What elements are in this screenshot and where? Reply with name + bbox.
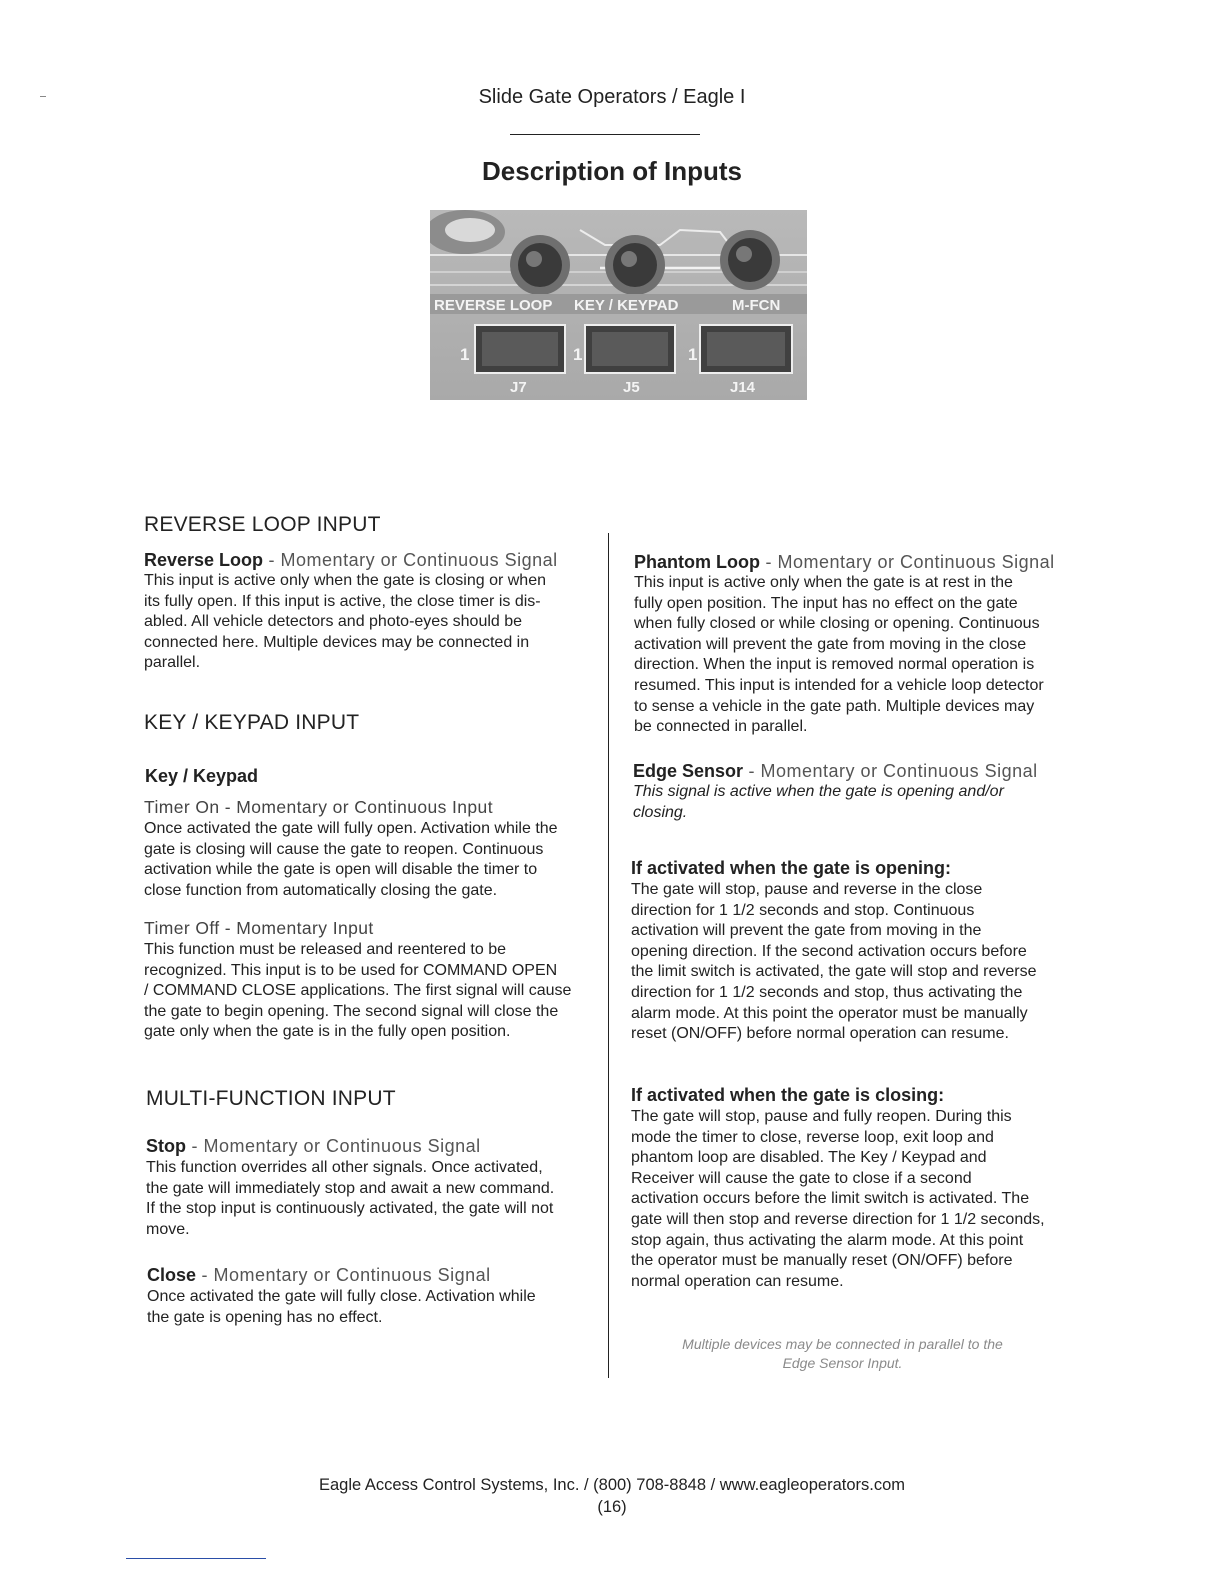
pin-1-label: 1 [573, 345, 583, 364]
board-label-reverse-loop: REVERSE LOOP [434, 297, 553, 314]
button-1 [510, 235, 570, 295]
close-mode: - Momentary or Continuous Signal [196, 1265, 491, 1285]
text-line: closing. [633, 803, 688, 821]
text-line: to sense a vehicle in the gate path. Multiple devices may [634, 697, 1035, 715]
timer-on-description [144, 819, 604, 901]
text-line: alarm mode. At this point the operator must be manually [631, 1004, 1028, 1022]
text-line: the gate will immediately stop and await a new command. [146, 1179, 555, 1197]
text-line: recognized. This input is to be used for COMMAND OPEN [144, 961, 558, 979]
board-label-mfcn: M-FCN [732, 297, 781, 314]
text-line: abled. All vehicle detectors and photo-eyes should be [144, 613, 523, 631]
connector-j7 [475, 325, 565, 373]
text-line: direction for 1 1/2 seconds and stop, thus activating the [631, 983, 1023, 1001]
text-line: Receiver will cause the gate to close if a second [631, 1169, 972, 1187]
opening-description [631, 880, 1086, 1045]
edge-sensor-mode: - Momentary or Continuous Signal [743, 761, 1038, 781]
text-line: This function overrides all other signals. Once activated, [146, 1159, 543, 1176]
pin-1-label: 1 [460, 345, 470, 364]
text-line: gate is closing will cause the gate to reopen. Continuous [144, 840, 544, 858]
circuit-board-photo [430, 210, 807, 400]
phantom-loop-mode: - Momentary or Continuous Signal [759, 552, 1055, 572]
edge-sensor-description [633, 782, 1083, 823]
multi-function-heading: MULTI-FUNCTION INPUT [146, 1087, 396, 1110]
header-title: Slide Gate Operators / Eagle I [478, 86, 746, 108]
header-divider [510, 134, 700, 135]
button-3 [720, 230, 780, 290]
text-line: opening direction. If the second activation occurs before [631, 942, 1027, 960]
text-line: Once activated the gate will fully close. Activation while [147, 1288, 536, 1305]
reverse-loop-subheading [144, 550, 558, 571]
text-line: direction for 1 1/2 seconds and stop. Continuous [631, 901, 975, 919]
text-line: Edge Sensor Input. [782, 1355, 903, 1371]
connector-label-j7: J7 [510, 379, 527, 396]
footer-company: Eagle Access Control Systems, Inc. / (800) 708-8848 / www.eagleoperators.com [318, 1476, 906, 1494]
page-title: Description of Inputs [482, 156, 742, 186]
text-line: Multiple devices may be connected in parallel to the [682, 1336, 1003, 1352]
phantom-loop-subheading [634, 552, 1055, 573]
scan-mark [40, 96, 46, 97]
text-line: parallel. [144, 654, 201, 672]
key-keypad-subheading: Key / Keypad [145, 766, 259, 786]
closing-subheading: If activated when the gate is closing: [631, 1085, 945, 1105]
closing-description [631, 1107, 1091, 1292]
text-line: the limit switch is activated, the gate will stop and reverse [631, 963, 1037, 981]
connector-label-j5: J5 [623, 379, 640, 396]
close-name: Close [147, 1265, 197, 1285]
text-line: gate only when the gate is in the fully open position. [144, 1023, 511, 1041]
text-line: phantom loop are disabled. The Key / Keypad and [631, 1149, 987, 1167]
text-line: the gate to begin opening. The second signal will close the [144, 1002, 559, 1020]
text-line: the gate is opening has no effect. [147, 1308, 383, 1326]
text-line: activation will prevent the gate from moving in the [631, 922, 982, 940]
stop-name: Stop [146, 1136, 186, 1156]
text-line: This input is active only when the gate is at rest in the [634, 574, 1013, 591]
text-line: connected here. Multiple devices may be connected in [144, 633, 530, 651]
connector-j14 [700, 325, 792, 373]
reverse-loop-heading: REVERSE LOOP INPUT [144, 513, 381, 536]
stop-subheading [146, 1136, 481, 1157]
text-line: gate will then stop and reverse direction for 1 1/2 seconds, [631, 1210, 1045, 1228]
text-line: stop again, thus activating the alarm mode. At this point [631, 1231, 1024, 1249]
text-line: activation while the gate is open will disable the timer to [144, 861, 538, 879]
text-line: the operator must be manually reset (ON/OFF) before [631, 1252, 1013, 1270]
board-label-key-keypad: KEY / KEYPAD [574, 297, 679, 314]
text-line: activation occurs before the limit switch is activated. The [631, 1190, 1030, 1208]
text-line: be connected in parallel. [634, 718, 808, 736]
edge-sensor-subheading [633, 761, 1038, 782]
text-line: resumed. This input is intended for a vehicle loop detector [634, 676, 1044, 694]
text-line: / COMMAND CLOSE applications. The first signal will cause [144, 982, 572, 1000]
text-line: Once activated the gate will fully open. Activation while the [144, 820, 558, 837]
text-line: fully open position. The input has no effect on the gate [634, 594, 1018, 612]
pin-1-label: 1 [688, 345, 698, 364]
key-keypad-heading: KEY / KEYPAD INPUT [144, 711, 360, 734]
text-line: This input is active only when the gate is closing or when [144, 572, 546, 589]
text-line: If the stop input is continuously activated, the gate will not [146, 1200, 554, 1218]
text-line: when fully closed or while closing or opening. Continuous [634, 615, 1040, 633]
text-line: The gate will stop, pause and fully reopen. During this [631, 1108, 1012, 1125]
connector-label-j14: J14 [730, 379, 756, 396]
timer-off-heading: Timer Off - Momentary Input [144, 918, 374, 938]
footnote-rule [126, 1558, 266, 1559]
reverse-loop-name: Reverse Loop [144, 550, 264, 570]
text-line: This function must be released and reentered to be [144, 941, 506, 958]
text-line: This signal is active when the gate is opening and/or [633, 783, 1004, 800]
stop-mode: - Momentary or Continuous Signal [186, 1136, 481, 1156]
page-footer [0, 1474, 1224, 1518]
stop-description [146, 1158, 606, 1240]
timer-off-description [144, 940, 606, 1043]
text-line: mode the timer to close, reverse loop, exit loop and [631, 1128, 994, 1146]
text-line: close function from automatically closing the gate. [144, 881, 498, 899]
connector-j5 [585, 325, 675, 373]
text-line: The gate will stop, pause and reverse in the close [631, 881, 983, 898]
text-line: activation will prevent the gate from moving in the close [634, 635, 1027, 653]
column-divider [608, 533, 609, 1378]
reverse-loop-description [144, 571, 604, 674]
close-subheading [147, 1265, 491, 1286]
text-line: reset (ON/OFF) before normal operation can resume. [631, 1025, 1009, 1043]
page-number: (16) [597, 1498, 627, 1516]
phantom-loop-name: Phantom Loop [634, 552, 760, 572]
text-line: move. [146, 1220, 190, 1238]
text-line: normal operation can resume. [631, 1272, 844, 1290]
close-description [147, 1287, 607, 1328]
button-2 [605, 235, 665, 295]
text-line: its fully open. If this input is active, the close timer is dis- [144, 592, 541, 610]
opening-subheading: If activated when the gate is opening: [631, 858, 952, 878]
text-line: direction. When the input is removed normal operation is [634, 656, 1035, 674]
circuit-board-illustration [430, 210, 807, 400]
phantom-loop-description [634, 573, 1084, 738]
timer-on-heading: Timer On - Momentary or Continuous Input [144, 797, 493, 817]
parallel-note [640, 1335, 1045, 1373]
edge-sensor-name: Edge Sensor [633, 761, 744, 781]
reverse-loop-mode: - Momentary or Continuous Signal [263, 550, 558, 570]
